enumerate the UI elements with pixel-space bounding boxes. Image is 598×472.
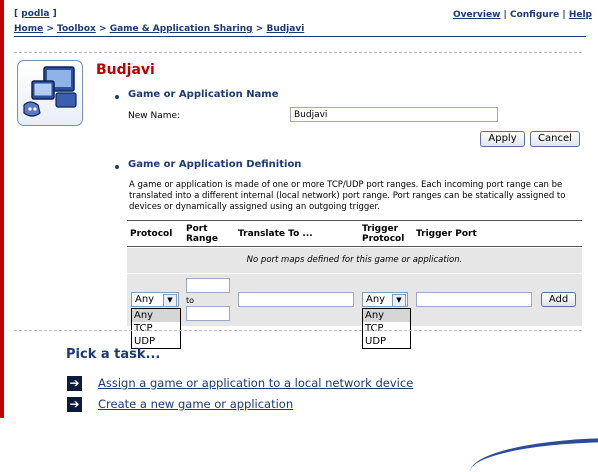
breadcrumb-toolbox[interactable]: Toolbox [57, 24, 96, 34]
task-link-create[interactable]: Create a new game or application [98, 397, 294, 411]
breadcrumb-separator: > [46, 24, 54, 34]
breadcrumb-home[interactable]: Home [14, 24, 44, 34]
chevron-down-icon[interactable]: ▼ [392, 294, 406, 307]
trigger-protocol-select-value: Any [366, 294, 386, 305]
trigger-option-tcp[interactable]: TCP [365, 323, 384, 334]
col-port-range-line2: Range [186, 234, 218, 244]
user-indicator [14, 9, 57, 19]
arrow-right-icon[interactable]: ➔ [67, 376, 82, 391]
port-range-end-input[interactable] [186, 306, 230, 321]
top-nav [453, 10, 592, 20]
decorative-swoosh [470, 438, 598, 472]
new-name-label: New Name: [128, 111, 181, 121]
nav-overview[interactable]: Overview [452, 10, 501, 20]
protocol-select[interactable] [131, 292, 179, 307]
breadcrumb [14, 24, 304, 34]
to-label: to [186, 296, 195, 305]
cancel-button[interactable]: Cancel [530, 131, 580, 147]
empty-table-message: No port maps defined for this game or application. [127, 248, 582, 273]
protocol-dropdown [131, 308, 181, 349]
left-accent-bar [0, 0, 4, 418]
protocol-option-tcp[interactable]: TCP [134, 323, 153, 334]
tasks-heading: Pick a task... [66, 347, 161, 362]
name-section-heading: Game or Application Name [128, 89, 279, 100]
section-divider [14, 330, 582, 331]
col-trigger-protocol-line1: Trigger [362, 224, 399, 234]
game-sharing-icon [17, 60, 83, 126]
apply-button[interactable]: Apply [480, 131, 525, 147]
protocol-option-any[interactable]: Any [132, 309, 180, 322]
col-translate-to: Translate To ... [238, 229, 313, 239]
nav-separator: | [503, 10, 507, 20]
nav-configure[interactable]: Configure [509, 10, 560, 20]
col-port-range-line1: Port [186, 224, 208, 234]
protocol-option-udp[interactable]: UDP [134, 336, 156, 347]
breadcrumb-game-sharing[interactable]: Game & Application Sharing [109, 24, 253, 34]
header-divider [14, 36, 586, 37]
col-port-range [186, 224, 218, 244]
chevron-down-icon[interactable]: ▼ [163, 294, 177, 307]
arrow-right-icon[interactable]: ➔ [67, 397, 82, 412]
bracket-open: [ [14, 9, 19, 19]
trigger-option-udp[interactable]: UDP [365, 336, 387, 347]
task-link-assign[interactable]: Assign a game or application to a local network device [98, 376, 414, 390]
breadcrumb-separator: > [255, 24, 264, 34]
user-link[interactable]: podla [21, 9, 50, 19]
col-trigger-port: Trigger Port [416, 229, 477, 239]
definition-section-heading: Game or Application Definition [128, 159, 302, 170]
breadcrumb-separator: > [99, 24, 107, 34]
port-range-start-input[interactable] [186, 278, 230, 293]
table-header-rule [127, 246, 582, 247]
breadcrumb-current[interactable]: Budjavi [266, 24, 305, 34]
col-protocol: Protocol [130, 229, 173, 239]
trigger-protocol-select[interactable] [362, 292, 408, 307]
bracket-close: ] [52, 9, 57, 19]
protocol-select-value: Any [135, 294, 155, 305]
table-top-rule [127, 220, 582, 221]
translate-to-input[interactable] [238, 292, 354, 307]
add-button[interactable]: Add [541, 292, 576, 307]
nav-separator: | [562, 10, 566, 20]
section-divider [14, 52, 582, 53]
bullet [115, 165, 119, 169]
trigger-port-input[interactable] [416, 292, 532, 307]
bullet [115, 95, 119, 99]
trigger-protocol-dropdown [362, 308, 411, 349]
nav-help[interactable]: Help [568, 10, 592, 20]
page-title: Budjavi [96, 62, 155, 78]
definition-description: A game or application is made of one or more TCP/UDP port ranges. Each incoming port range can be translated into a different internal (local network) port range. Port ranges can be statically assigned to devices or dynamically assigned using an outgoing trigger. [129, 180, 566, 212]
new-name-input[interactable] [290, 107, 498, 122]
trigger-option-any[interactable]: Any [363, 309, 410, 322]
col-trigger-protocol-line2: Protocol [362, 234, 405, 244]
col-trigger-protocol [362, 224, 404, 244]
